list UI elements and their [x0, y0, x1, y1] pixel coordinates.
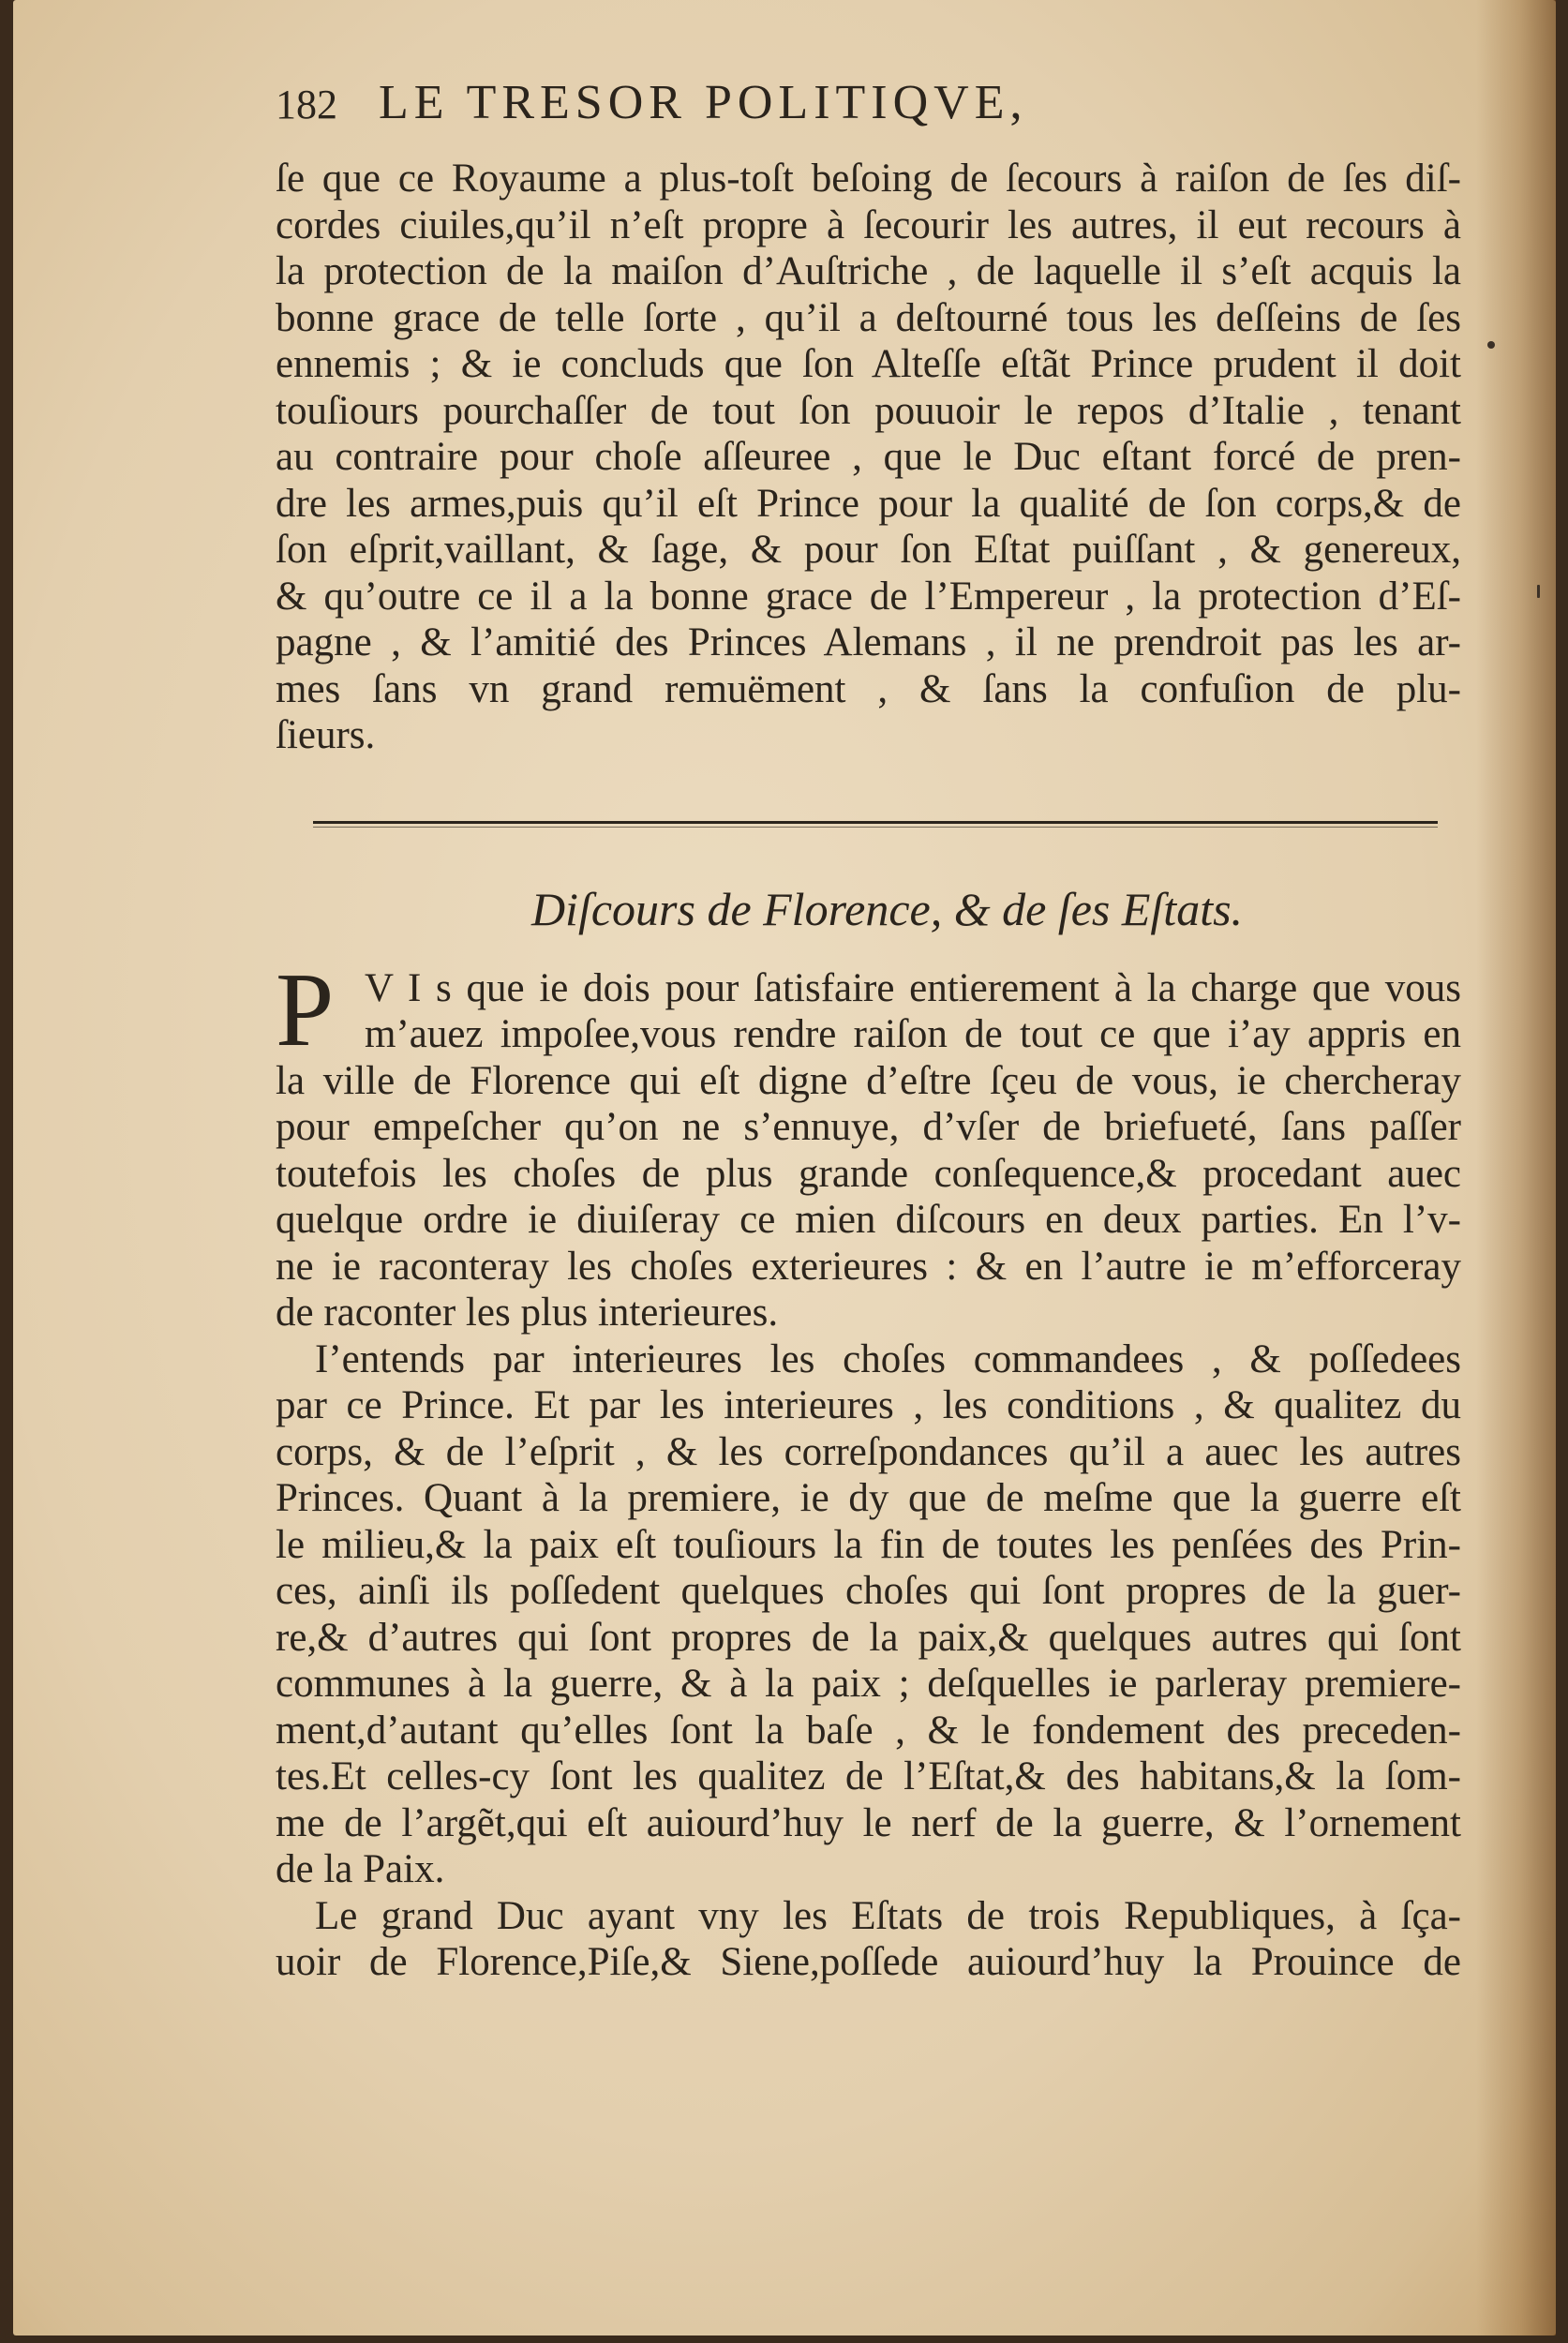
text-line: par ce Prince. Et par les interieures , les conditions , & qualitez du	[276, 1383, 1461, 1427]
ink-speck	[1487, 341, 1495, 349]
divider-rule	[313, 821, 1438, 824]
text-line: ne ie raconteray les choſes exterieures : & en l’autre ie m’efforceray	[276, 1244, 1461, 1289]
body-paragraph	[276, 1336, 1461, 1893]
text-line: de la Paix.	[276, 1847, 445, 1891]
text-line: ſon eſprit,vaillant, & ſage, & pour ſon Eſtat puiſſant , & genereux,	[276, 528, 1461, 572]
text-line: tes.Et celles-cy ſont les qualitez de l’Eſtat,& des habitans,& la ſom-	[276, 1754, 1461, 1798]
text-line: Le grand Duc ayant vny les Eſtats de trois Republiques, à ſça-	[315, 1893, 1461, 1938]
text-line: re,& d’autres qui ſont propres de la paix,& quelques autres qui ſont	[276, 1615, 1461, 1660]
text-line: I’entends par interieures les choſes commandees , & poſſedees	[315, 1336, 1461, 1381]
text-line: de raconter les plus interieures.	[276, 1291, 779, 1335]
text-line: la protection de la maiſon d’Auſtriche , de laquelle il s’eſt acquis la	[276, 249, 1461, 293]
page-header	[276, 75, 1461, 156]
divider-rule-thin	[313, 827, 1438, 828]
section-title: Diſcours de Florence, & de ſes Eſtats.	[530, 882, 1244, 935]
section-divider	[276, 759, 1461, 881]
text-line: la ville de Florence qui eſt digne d’eſtre ſçeu de vous, ie chercheray	[276, 1058, 1461, 1103]
page-number: 182	[276, 82, 337, 127]
text-line: ces, ainſi ils poſſedent quelques choſes qui ſont propres de la guer-	[276, 1569, 1461, 1613]
text-line: toutefois les choſes de plus grande conſequence,& procedant auec	[276, 1151, 1461, 1196]
ink-speck	[1537, 585, 1540, 598]
text-line: quelque ordre ie diuiſeray ce mien diſcours en deux parties. En l’v-	[276, 1198, 1461, 1242]
text-line: bonne grace de telle ſorte , qu’il a deſtourné tous les deſſeins de ſes	[276, 295, 1461, 340]
text-line: V I s que ie dois pour ſatisfaire entierement à la charge que vous	[365, 965, 1461, 1010]
text-line: pagne , & l’amitié des Princes Alemans , il ne prendroit pas les ar-	[276, 620, 1461, 664]
text-line: dre les armes,puis qu’il eſt Prince pour la qualité de ſon corps,& de	[276, 481, 1461, 526]
text-line: cordes ciuiles,qu’il n’eſt propre à ſecourir les autres, il eut recours à	[276, 202, 1461, 247]
text-line: Princes. Quant à la premiere, ie dy que de meſme que la guerre eſt	[276, 1476, 1461, 1520]
opening-paragraph	[276, 951, 1461, 1336]
page-edge-shadow	[1476, 0, 1556, 2336]
text-line: corps, & de l’eſprit , & les correſpondances qu’il a auec les autres	[276, 1429, 1461, 1474]
text-line: touſiours pourchaſſer de tout ſon pouuoir le repos d’Italie , tenant	[276, 388, 1461, 433]
page-text	[276, 75, 1461, 1986]
text-line: ment,d’autant qu’elles ſont la baſe , & le fondement des preceden-	[276, 1708, 1461, 1753]
text-line: ennemis ; & ie concluds que ſon Alteſſe eſtãt Prince prudent il doit	[276, 342, 1461, 386]
text-line: mes ſans vn grand remuëment , & ſans la confuſion de plu-	[276, 666, 1461, 711]
text-line: le milieu,& la paix eſt touſiours la fin de toutes les penſées des Prin-	[276, 1522, 1461, 1567]
text-line: m’auez impoſee,vous rendre raiſon de tout ce que i’ay appris en	[365, 1012, 1461, 1056]
text-line: au contraire pour choſe aſſeuree , que le Duc eſtant forcé de pren-	[276, 435, 1461, 479]
running-title: LE TRESOR POLITIQVE,	[379, 76, 1028, 129]
body-paragraph	[276, 1893, 1461, 1986]
book-page	[13, 0, 1556, 2336]
text-line: & qu’outre ce il a la bonne grace de l’Empereur , la protection d’Eſ-	[276, 574, 1461, 619]
continuation-paragraph	[276, 156, 1461, 759]
text-line: me de l’argẽt,qui eſt auiourd’huy le nerf de la guerre, & l’ornement	[276, 1800, 1461, 1845]
text-line: communes à la guerre, & à la paix ; deſquelles ie parleray premiere-	[276, 1662, 1461, 1706]
drop-cap: P	[276, 951, 335, 1068]
text-line: uoir de Florence,Piſe,& Siene,poſſede auiourd’huy la Prouince de	[276, 1940, 1461, 1984]
text-line: pour empeſcher qu’on ne s’ennuye, d’vſer de briefueté, ſans paſſer	[276, 1105, 1461, 1149]
text-line: ſe que ce Royaume a plus-toſt beſoing de ſecours à raiſon de ſes diſ-	[276, 157, 1461, 201]
text-line: ſieurs.	[276, 713, 376, 757]
